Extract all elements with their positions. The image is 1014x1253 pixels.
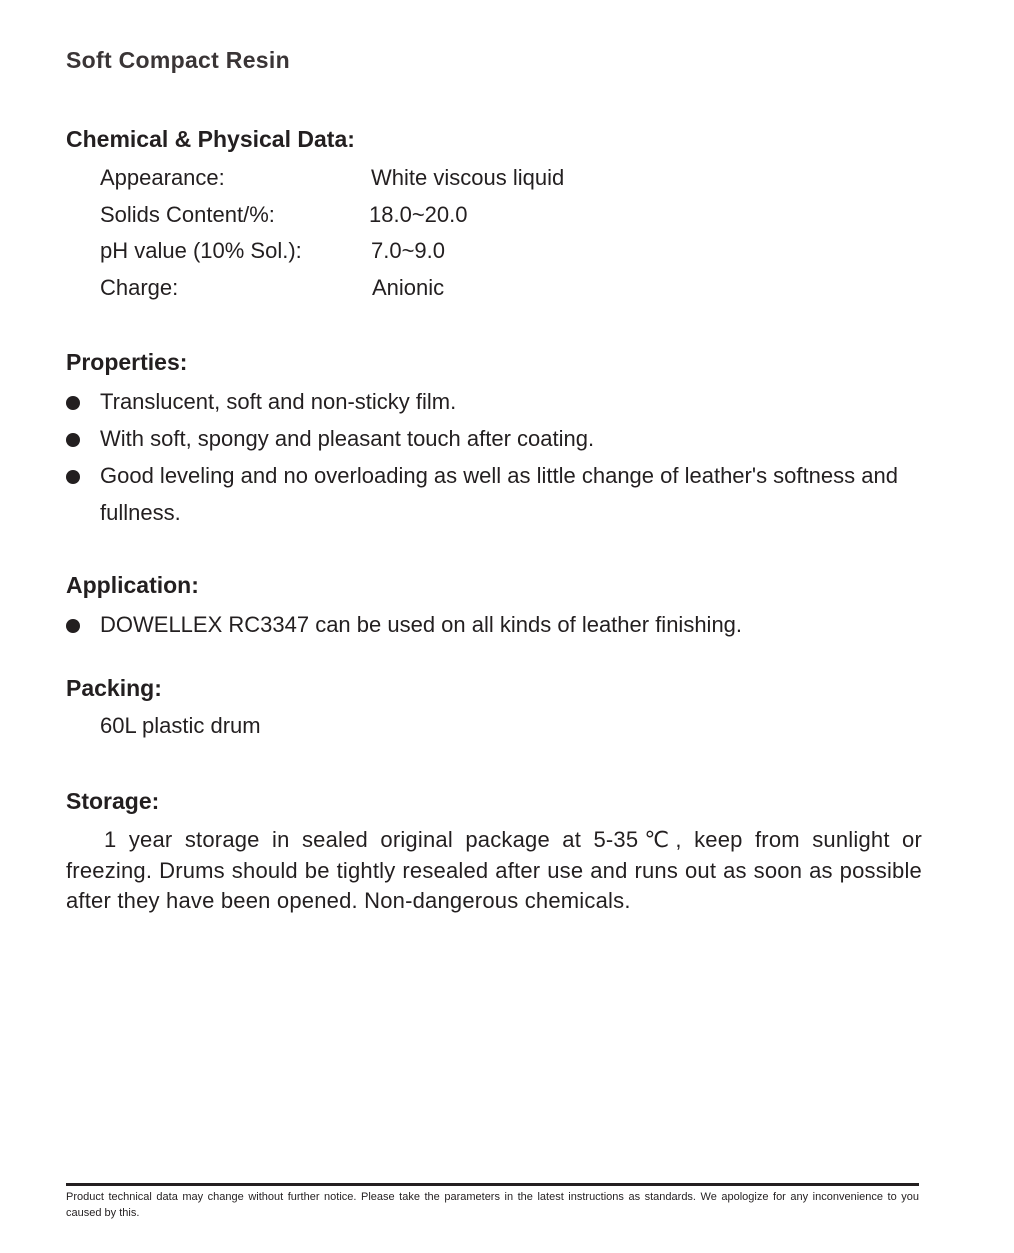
chemical-physical-heading: Chemical & Physical Data: xyxy=(66,126,355,152)
document-title: Soft Compact Resin xyxy=(66,47,290,73)
properties-heading: Properties: xyxy=(66,349,188,375)
packing-heading: Packing: xyxy=(66,675,162,701)
property-item: Good leveling and no overloading as well as little change of leather's softness and fullness. xyxy=(100,463,898,525)
application-item: DOWELLEX RC3347 can be used on all kinds of leather finishing. xyxy=(100,612,743,637)
storage-text: 1 year storage in sealed original package at 5-35℃, keep from sunlight or freezing. Drums should be tightly resealed after use and runs out as soon as possible after they have been opened. Non-dangerous chemicals. xyxy=(66,827,922,913)
solids-content-label: Solids Content/%: xyxy=(100,202,275,227)
bullet-icon xyxy=(66,396,80,410)
bullet-icon xyxy=(66,619,80,633)
solids-content-value: 18.0~20.0 xyxy=(369,202,468,227)
charge-value: Anionic xyxy=(372,275,445,300)
property-item: Translucent, soft and non-sticky film. xyxy=(100,389,457,414)
packing-text: 60L plastic drum xyxy=(100,713,261,738)
bullet-icon xyxy=(66,470,80,484)
property-item: With soft, spongy and pleasant touch after coating. xyxy=(100,426,595,451)
footer-divider xyxy=(66,1183,919,1186)
storage-heading: Storage: xyxy=(66,788,160,814)
application-heading: Application: xyxy=(66,572,199,598)
appearance-value: White viscous liquid xyxy=(371,165,565,190)
ph-value-label: pH value (10% Sol.): xyxy=(100,238,302,263)
ph-value-value: 7.0~9.0 xyxy=(371,238,446,263)
appearance-label: Appearance: xyxy=(100,165,225,190)
bullet-icon xyxy=(66,433,80,447)
footer-disclaimer: Product technical data may change without further notice. Please take the parameters in the latest instructions as standards. We apologize for any inconvenience to you caused by this. xyxy=(66,1191,919,1219)
charge-label: Charge: xyxy=(100,275,179,300)
